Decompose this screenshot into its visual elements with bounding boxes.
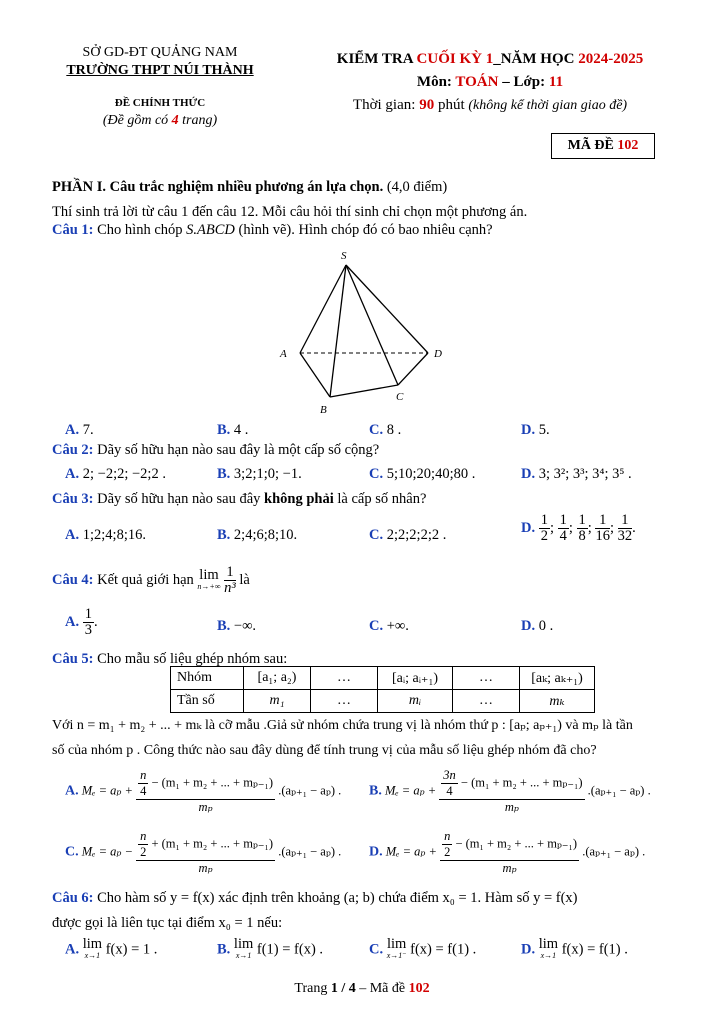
exam-code-box: MÃ ĐỀ 102 — [551, 133, 655, 159]
q6-option-c[interactable]: C. lim x→1⁻ f(x) = f(1) . — [369, 936, 477, 960]
part1-instruction: Thí sinh trả lời từ câu 1 đến câu 12. Mỗi câu hỏi thí sinh chỉ chọn một phương án. — [52, 204, 528, 220]
table-cell: … — [311, 667, 378, 690]
q3-option-a[interactable]: A. 1;2;4;8;16. — [65, 527, 146, 543]
question-4-text: Câu 4: Kết quả giới hạn lim n→+∞ $\frac{1}{\text{n³}}$ là — [52, 564, 250, 596]
q5-option-a[interactable]: A. Mₑ = aₚ + $\frac{n}{4}$ − (m₁ + m₂ + ... + mₚ₋₁) mₚ .(aₚ₊₁ − aₚ) . — [65, 768, 342, 814]
q3-option-d[interactable]: D. $\frac{1}{2}$ ; $\frac{1}{4}$ ; $\frac{1}{8}$ ; $\frac{1}{16}$ ; $\frac{1}{32}$ . — [521, 512, 636, 544]
question-5-para2: số của nhóm p . Công thức nào sau đây dùng để tính trung vị của mẫu số liệu ghép nhóm đã cho? — [52, 743, 597, 758]
q1-option-c[interactable]: C. 8 . — [369, 422, 402, 438]
vertex-c-label: C — [396, 391, 404, 403]
q2-option-a[interactable]: A. 2; −2;2; −2;2 . — [65, 466, 166, 482]
table-cell: mᵢ — [378, 690, 453, 713]
q2-option-b[interactable]: B. 3;2;1;0; −1. — [217, 466, 302, 482]
table-cell: … — [453, 667, 520, 690]
q4-option-b[interactable]: B. −∞. — [217, 618, 257, 634]
q6-option-b[interactable]: B. lim x→1 f(1) = f(x) . — [217, 936, 324, 960]
q6-option-a[interactable]: A. lim x→1 f(x) = 1 . — [65, 936, 158, 960]
q4-option-d[interactable]: D. 0 . — [521, 618, 554, 634]
question-6-line2: được gọi là liên tục tại điểm x₀ = 1 nếu: — [52, 915, 283, 931]
table-cell: mₖ — [520, 690, 595, 713]
time-line: Thời gian: 90 phút (không kể thời gian giao đề) — [352, 97, 628, 113]
question-1-text: Câu 1: Cho hình chóp S.ABCD (hình vẽ). Hình chóp đó có bao nhiêu cạnh? — [52, 222, 493, 238]
q1-option-a[interactable]: A. 7. — [65, 422, 94, 438]
q4-option-c[interactable]: C. +∞. — [369, 618, 409, 634]
vertex-b-label: B — [320, 404, 327, 416]
page-footer: Trang 1 / 4 – Mã đề 102 — [294, 981, 430, 996]
q1-option-d[interactable]: D. 5. — [521, 422, 550, 438]
vertex-d-label: D — [434, 348, 442, 360]
question-6-line1: Câu 6: Cho hàm số y = f(x) xác định trên khoảng (a; b) chứa điểm x₀ = 1. Hàm số y = f(x) — [52, 890, 578, 906]
table-cell: [aᵢ; aᵢ₊₁) — [378, 667, 453, 690]
official-label: ĐỀ CHÍNH THỨC — [114, 97, 206, 109]
q3-option-b[interactable]: B. 2;4;6;8;10. — [217, 527, 298, 543]
q3-option-c[interactable]: C. 2;2;2;2;2 . — [369, 527, 447, 543]
pyramid-figure — [270, 245, 460, 420]
page-count: (Đề gồm có 4 trang) — [102, 113, 218, 128]
q4-option-a[interactable]: A. $\frac{1}{3}$ . — [65, 606, 98, 638]
table-cell: m₁ — [244, 690, 311, 713]
q6-option-d[interactable]: D. lim x→1 f(x) = f(1) . — [521, 936, 628, 960]
table-cell: Nhóm — [171, 667, 244, 690]
q1-option-b[interactable]: B. 4 . — [217, 422, 249, 438]
q2-option-c[interactable]: C. 5;10;20;40;80 . — [369, 466, 476, 482]
table-row — [171, 690, 595, 713]
table-row — [171, 667, 595, 690]
school-name: TRƯỜNG THPT NÚI THÀNH — [66, 63, 254, 78]
question-3-text: Câu 3: Dãy số hữu hạn nào sau đây không phải là cấp số nhân? — [52, 491, 427, 507]
table-cell: Tần số — [171, 690, 244, 713]
table-cell: … — [453, 690, 520, 713]
part1-heading: PHẦN I. Câu trắc nghiệm nhiều phương án lựa chọn. (4,0 điểm) — [52, 179, 448, 195]
subject-line: Môn: TOÁN – Lớp: 11 — [416, 74, 564, 90]
table-cell: [aₖ; aₖ₊₁) — [520, 667, 595, 690]
q5-option-d[interactable]: D. Mₑ = aₚ + $\frac{n}{2}$ − (m₁ + m₂ + ... + mₚ₋₁) mₚ .(aₚ₊₁ − aₚ) . — [369, 829, 646, 875]
q5-option-c[interactable]: C. Mₑ = aₚ − $\frac{n}{2}$ + (m₁ + m₂ + ... + mₚ₋₁) mₚ .(aₚ₊₁ − aₚ) . — [65, 829, 342, 875]
vertex-a-label: A — [280, 348, 287, 360]
table-cell: … — [311, 690, 378, 713]
department-name: SỞ GD-ĐT QUẢNG NAM — [82, 45, 238, 60]
question-5-para1: Với n = m₁ + m₂ + ... + mₖ là cỡ mẫu .Giả sử nhóm chứa trung vị là nhóm thứ p : [aₚ; aₚ₊₁) và mₚ là tần — [52, 718, 633, 733]
question-5-text: Câu 5: Cho mẫu số liệu ghép nhóm sau: — [52, 651, 288, 667]
grouped-data-table — [170, 666, 595, 713]
q5-option-b[interactable]: B. Mₑ = aₚ + $\frac{3n}{4}$ − (m₁ + m₂ + ... + mₚ₋₁) mₚ .(aₚ₊₁ − aₚ) . — [369, 768, 651, 814]
header-left — [40, 44, 280, 130]
header-right — [290, 48, 690, 117]
q2-option-d[interactable]: D. 3; 3²; 3³; 3⁴; 3⁵ . — [521, 466, 632, 482]
table-cell: [a₁; a₂) — [244, 667, 311, 690]
vertex-s-label: S — [341, 250, 347, 262]
question-2-text: Câu 2: Dãy số hữu hạn nào sau đây là một cấp số cộng? — [52, 442, 380, 458]
exam-title: KIỂM TRA CUỐI KỲ 1_NĂM HỌC 2024-2025 — [336, 51, 644, 67]
